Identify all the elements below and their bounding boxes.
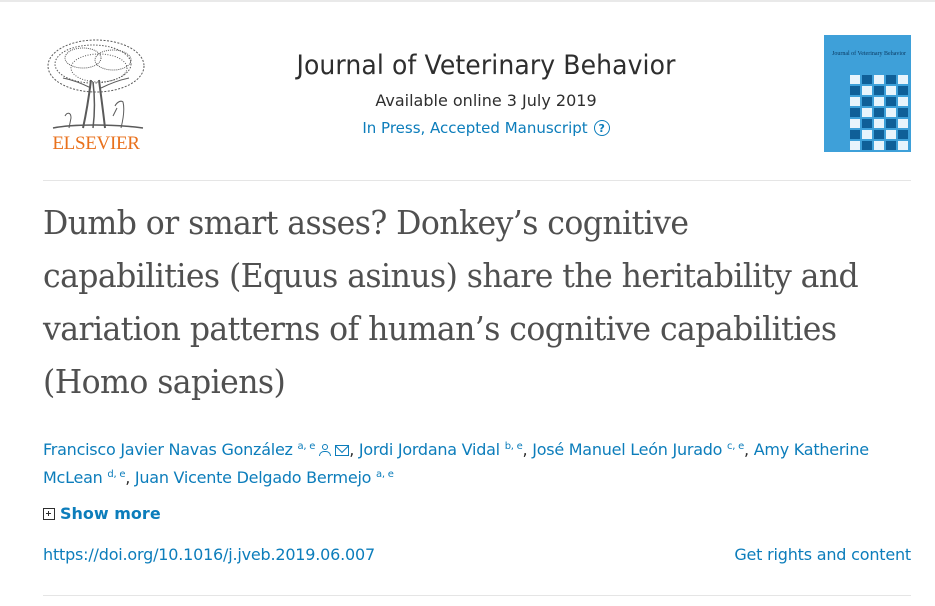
journal-title-link[interactable]: Journal of Veterinary Behavior [296, 50, 676, 81]
author-affiliation: c, e [727, 441, 745, 452]
author-affiliation: a, e [376, 469, 394, 480]
author-link[interactable] [532, 440, 744, 459]
author-link[interactable] [359, 440, 523, 459]
get-rights-link[interactable]: Get rights and content [734, 545, 911, 564]
author-separator: , [125, 468, 135, 487]
bottom-divider [43, 595, 911, 596]
show-more-button[interactable] [43, 504, 161, 523]
cover-pattern [850, 75, 908, 150]
publisher-name: ELSEVIER [52, 133, 140, 154]
author-name: Amy Katherine McLean [43, 440, 869, 487]
person-icon[interactable] [319, 444, 331, 456]
help-icon[interactable]: ? [594, 120, 610, 136]
cover-title: Journal of Veterinary Behavior [832, 51, 907, 57]
author-link[interactable] [43, 440, 315, 459]
available-online-date: Available online 3 July 2019 [375, 91, 597, 110]
author-affiliation: b, e [504, 441, 523, 452]
author-contact-icons [319, 444, 349, 456]
header-divider [43, 180, 911, 181]
plus-box-icon [43, 508, 55, 520]
author-link[interactable] [135, 468, 394, 487]
author-separator: , [349, 440, 359, 459]
author-name: Juan Vicente Delgado Bermejo [134, 468, 372, 487]
doi-link[interactable]: https://doi.org/10.1016/j.jveb.2019.06.007 [43, 545, 375, 564]
author-affiliation: a, e [297, 441, 316, 452]
press-status-link[interactable]: In Press, Accepted Manuscript [362, 119, 588, 137]
journal-header [236, 44, 736, 137]
mail-icon[interactable] [335, 445, 349, 456]
author-name: Francisco Javier Navas González [43, 440, 293, 459]
author-name: José Manuel León Jurado [532, 440, 723, 459]
journal-cover-image[interactable] [824, 35, 911, 152]
author-list [43, 436, 911, 492]
top-divider [0, 0, 935, 2]
show-more-label: Show more [60, 504, 161, 523]
press-status-row [236, 119, 736, 137]
author-affiliation: d, e [107, 469, 126, 480]
article-title: Dumb or smart asses? Donkey’s cognitive capabilities (Equus asinus) share the heritability and variation patterns of human’s cognitive capabilities (Homo sapiens) [43, 203, 859, 401]
author-separator: , [744, 440, 754, 459]
author-name: Jordi Jordana Vidal [358, 440, 500, 459]
tree-icon [43, 36, 149, 136]
author-separator: , [522, 440, 533, 459]
